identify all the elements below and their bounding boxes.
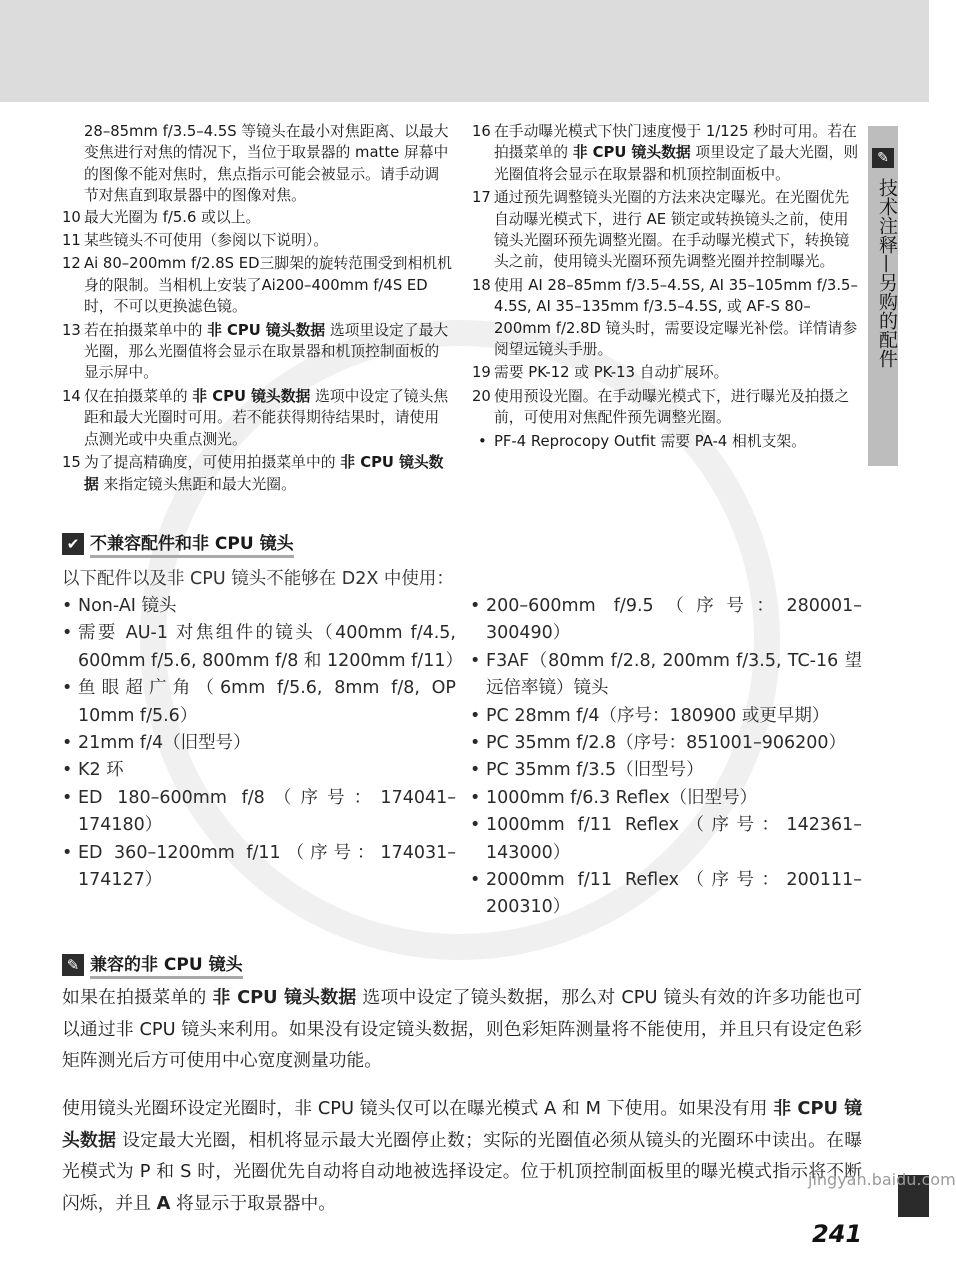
pencil-note-icon: ✎ <box>872 148 894 168</box>
page-top-band <box>0 0 929 102</box>
notes-left-column <box>62 121 452 497</box>
list-item: • PC 35mm f/2.8（序号：851001–906200） <box>470 733 847 754</box>
note-20: 20 使用预设光圈。在手动曝光模式下，进行曝光及拍摄之前，可使用对焦配件预先调整光圈。 <box>472 387 850 427</box>
note-10: 10 最大光圈为 f/5.6 或以上。 <box>62 208 261 226</box>
compatible-paragraph-1: 如果在拍摄菜单的 非 CPU 镜头数据 选项中设定了镜头数据，那么对 CPU 镜头有效的许多功能也可以通过非 CPU 镜头来利用。如果没有设定镜头数据，则色彩矩阵测量将不能使用，并且只有设定色彩矩阵测光后方可使用中心宽度测量功能。 <box>62 987 862 1071</box>
note-19: 19 需要 PK-12 或 PK-13 自动扩展环。 <box>472 364 729 382</box>
note-12: 12 Ai 80–200mm f/2.8S ED三脚架的旋转范围受到相机机身的限制。当相机上安装了Ai200–400mm f/4S ED 时，不可以更换滤色镜。 <box>62 255 452 316</box>
incompatible-list-left <box>62 593 463 894</box>
list-item: • PC 35mm f/3.5（旧型号） <box>470 760 704 781</box>
incompatible-intro: 以下配件以及非 CPU 镜头不能够在 D2X 中使用： <box>62 569 454 589</box>
list-item: • 1000mm f/11 Reflex（序号：142361–143000） <box>470 815 862 863</box>
note-14: 14 仅在拍摄菜单的 非 CPU 镜头数据 选项中设定了镜头焦距和最大光圈时可用。若不能获得期待结果时，请使用点测光或中央重点测光。 <box>62 387 449 448</box>
compatible-paragraph-2: 使用镜头光圈环设定光圈时，非 CPU 镜头仅可以在曝光模式 A 和 M 下使用。如果没有用 非 CPU 镜头数据 设定最大光圈，相机将显示最大光圈停止数；实际的光圈值必须从镜头的光圈环中读出。在曝光模式为 P 和 S 时，光圈优先自动将自动地被选择设定。位于机顶控制面板里的曝光模式指示将不断闪烁，并且 A 将显示于取景器中。 <box>62 1098 862 1214</box>
page-number: 241 <box>812 1220 863 1248</box>
list-item: • PC 28mm f/4（序号：180900 或更早期） <box>470 705 830 726</box>
incompatible-heading: ✔ 不兼容配件和非 CPU 镜头 <box>62 532 294 556</box>
list-item: • 需要 AU-1 对焦组件的镜头（400mm f/4.5, 600mm f/5.6, 800mm f/8 和 1200mm f/11） <box>62 623 463 671</box>
note-18: 18 使用 AI 28–85mm f/3.5–4.5S, AI 35–105mm f/3.5–4.5S, AI 35–135mm f/3.5–4.5S, 或 AF-S 80–200mm f/2.8D 镜头时，需要设定曝光补偿。详情请参阅望远镜头手册。 <box>472 276 858 359</box>
list-item: • K2 环 <box>62 760 124 781</box>
note-continuation: 28–85mm f/3.5–4.5S 等镜头在最小对焦距离、以最大变焦进行对焦的情况下，当位于取景器的 matte 屏幕中的图像不能对焦时，焦点指示可能会被显示。请手动调节对焦直到取景器中的图像对焦。 <box>84 123 449 205</box>
chapter-side-tab[interactable] <box>868 126 898 466</box>
checkmark-icon: ✔ <box>62 533 84 555</box>
note-16: 16 在手动曝光模式下快门速度慢于 1/125 秒时可用。若在拍摄菜单的 非 CPU 镜头数据 项里设定了最大光圈，则光圈值将会显示在取景器和机顶控制面板中。 <box>472 123 859 183</box>
list-item: • F3AF（80mm f/2.8, 200mm f/3.5, TC-16 望远倍率镜）镜头 <box>470 650 862 699</box>
note-11: 11 某些镜头不可使用（参阅以下说明）。 <box>62 232 329 250</box>
list-item: • ED 360–1200mm f/11（序号：174031–174127） <box>62 842 456 891</box>
chapter-tab-label: 技术注释—另购的配件 <box>876 178 898 368</box>
list-item: • 2000mm f/11 Reflex（序号：200111–200310） <box>470 870 862 918</box>
list-item: • 1000mm f/6.3 Reflex（旧型号） <box>470 787 758 808</box>
list-item: • 200–600mm f/9.5（序号：280001–300490） <box>470 596 862 644</box>
notes-right-column <box>472 121 860 452</box>
note-15: 15 为了提高精确度，可使用拍摄菜单中的 非 CPU 镜头数据 来指定镜头焦距和最大光圈。 <box>62 454 444 493</box>
list-item: • Non-AI 镜头 <box>62 596 177 616</box>
compatible-heading: ✎ 兼容的非 CPU 镜头 <box>62 953 243 977</box>
list-item: • 鱼眼超广角（6mm f/5.6, 8mm f/8, OP 10mm f/5.6） <box>62 678 456 726</box>
note-bullet: • PF-4 Reprocopy Outfit 需要 PA-4 相机支架。 <box>478 432 807 450</box>
watermark-text: jingyan.baidu.com <box>808 1170 956 1189</box>
list-item: • 21mm f/4（旧型号） <box>62 733 251 754</box>
list-item: • ED 180–600mm f/8（序号：174041–174180） <box>62 787 456 836</box>
note-13: 13 若在拍摄菜单中的 非 CPU 镜头数据 选项里设定了最大光圈，那么光圈值将会显示在取景器和机顶控制面板的显示屏中。 <box>62 321 449 382</box>
incompatible-list-right <box>470 593 862 922</box>
pencil-icon: ✎ <box>62 954 84 976</box>
note-17: 17 通过预先调整镜头光圈的方法来决定曝光。在光圈优先自动曝光模式下，进行 AE 锁定或转换镜头之前，使用镜头光圈环预先调整光圈。在手动曝光模式下，转换镜头之前，使用镜头光圈环预先调整光圈并控制曝光。 <box>472 189 850 271</box>
